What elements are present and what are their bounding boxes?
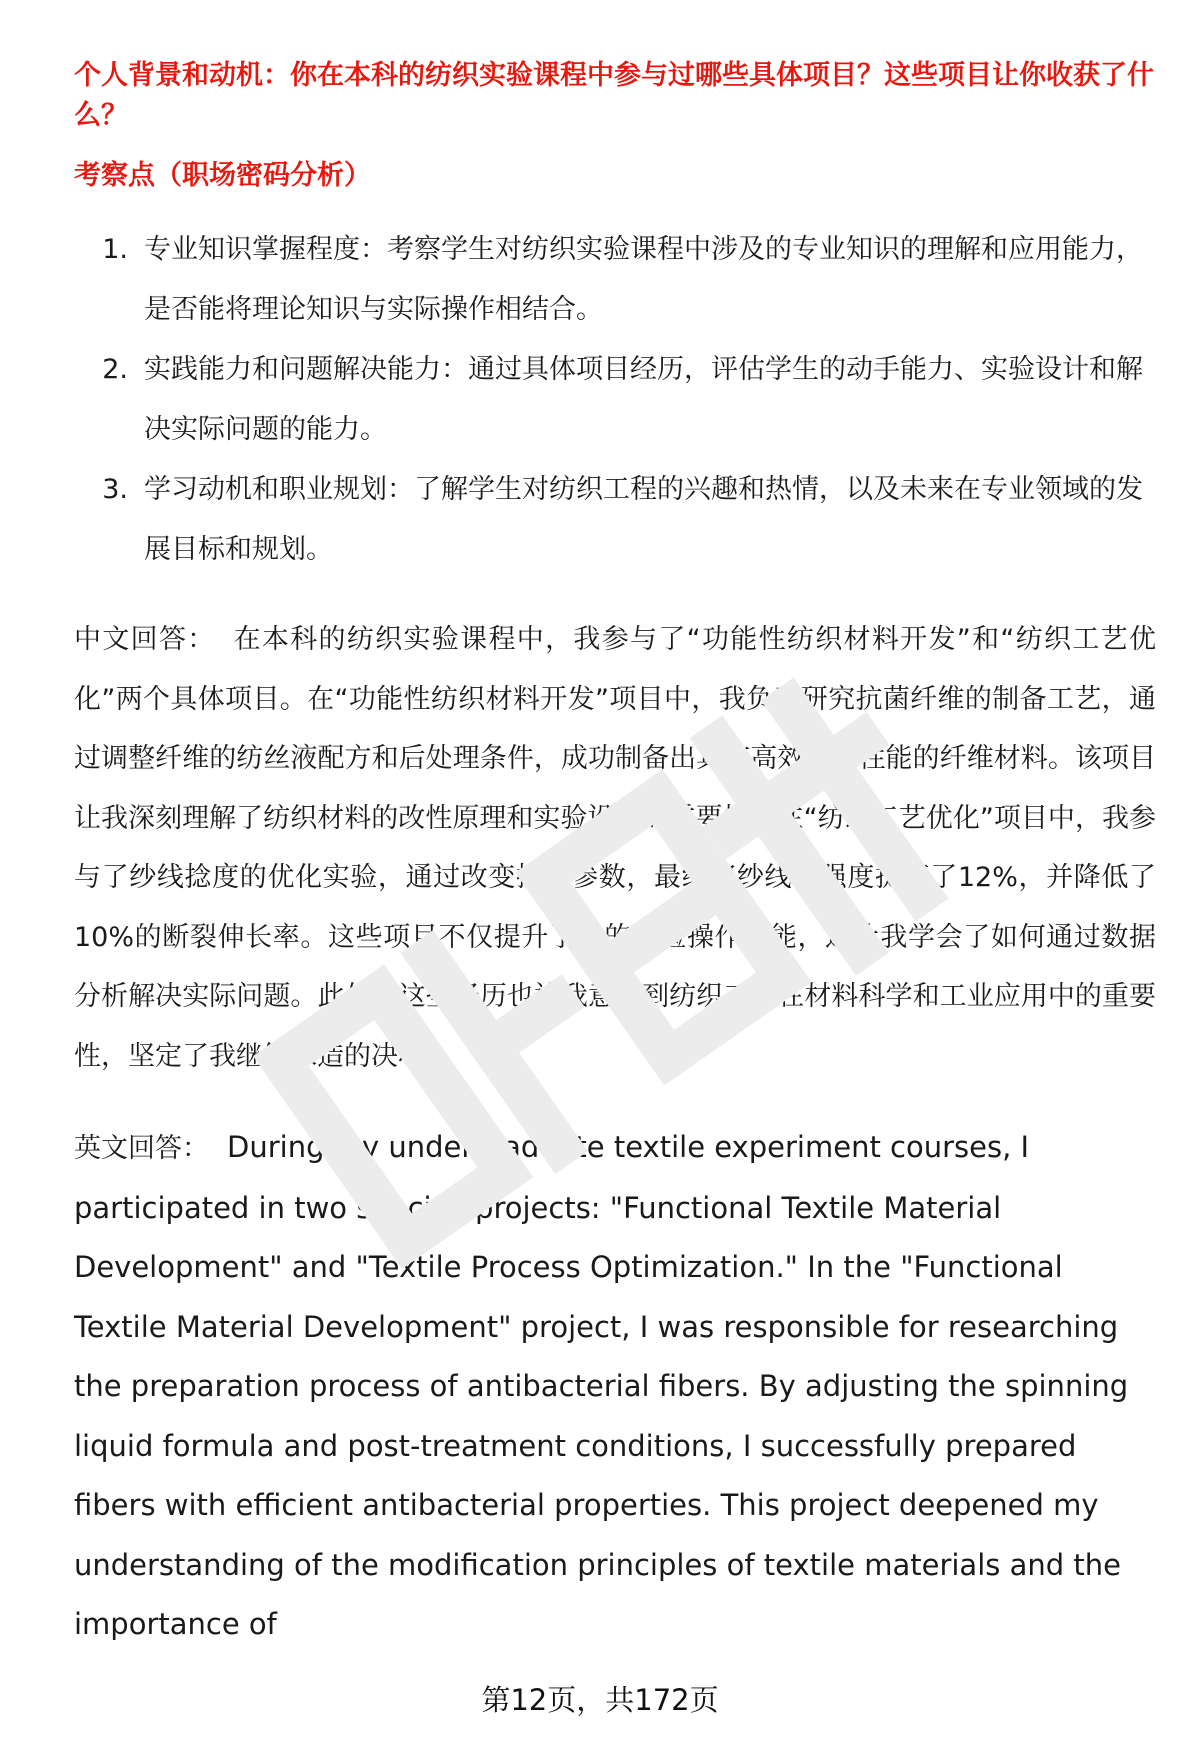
list-item-number: 1. bbox=[102, 234, 128, 265]
english-answer-paragraph bbox=[74, 1118, 1156, 1655]
document-page bbox=[74, 56, 1156, 1655]
focus-heading: 考察点（职场密码分析） bbox=[74, 160, 371, 191]
list-item-number: 2. bbox=[102, 354, 128, 385]
chinese-answer-label: 中文回答： bbox=[74, 624, 216, 655]
list-item bbox=[74, 220, 1156, 340]
list-item bbox=[74, 340, 1156, 460]
chinese-answer-text: 在本科的纺织实验课程中，我参与了“功能性纺织材料开发”和“纺织工艺优化”两个具体项目。在“功能性纺织材料开发”项目中，我负责研究抗菌纤维的制备工艺，通过调整纤维的纺丝液配方和后处理条件，成功制备出具有高效抗菌性能的纤维材料。该项目让我深刻理解了纺织材料的改性原理和实验设计的重要性。在“纺织工艺优化”项目中，我参与了纱线捻度的优化实验，通过改变捻度参数，最终将纱线的强度提高了12%，并降低了10%的断裂伸长率。这些项目不仅提升了我的实验操作技能，还让我学会了如何通过数据分析解决实际问题。此外，这些经历也让我意识到纺织工程在材料科学和工业应用中的重要性，坚定了我继续深造的决心。 bbox=[74, 624, 1157, 1072]
list-item-text: 专业知识掌握程度：考察学生对纺织实验课程中涉及的专业知识的理解和应用能力，是否能将理论知识与实际操作相结合。 bbox=[144, 234, 1143, 325]
assessment-points-list bbox=[74, 220, 1156, 580]
english-answer-label: 英文回答： bbox=[74, 1133, 209, 1164]
english-answer-text: During my undergraduate textile experiment courses, I participated in two specific projects: "Functional Textile Material Development" and "Textile Process Optimization." In the "Functional Textile Material Development" project, I was responsible for researching the preparation process of antibacterial fibers. By adjusting the spinning liquid formula and post-treatment conditions, I successfully prepared fibers with efficient antibacterial properties. This project deepened my understanding of the modification principles of textile materials and the importance of bbox=[74, 1130, 1129, 1641]
list-item-text: 学习动机和职业规划：了解学生对纺织工程的兴趣和热情，以及未来在专业领域的发展目标和规划。 bbox=[144, 474, 1143, 565]
page-number-footer: 第12页，共172页 bbox=[481, 1683, 719, 1717]
list-item-text: 实践能力和问题解决能力：通过具体项目经历，评估学生的动手能力、实验设计和解决实际问题的能力。 bbox=[144, 354, 1143, 445]
list-item-number: 3. bbox=[102, 474, 128, 505]
question-heading: 个人背景和动机：你在本科的纺织实验课程中参与过哪些具体项目？这些项目让你收获了什么？ bbox=[74, 60, 1154, 131]
chinese-answer-paragraph bbox=[74, 610, 1156, 1086]
list-item bbox=[74, 460, 1156, 580]
